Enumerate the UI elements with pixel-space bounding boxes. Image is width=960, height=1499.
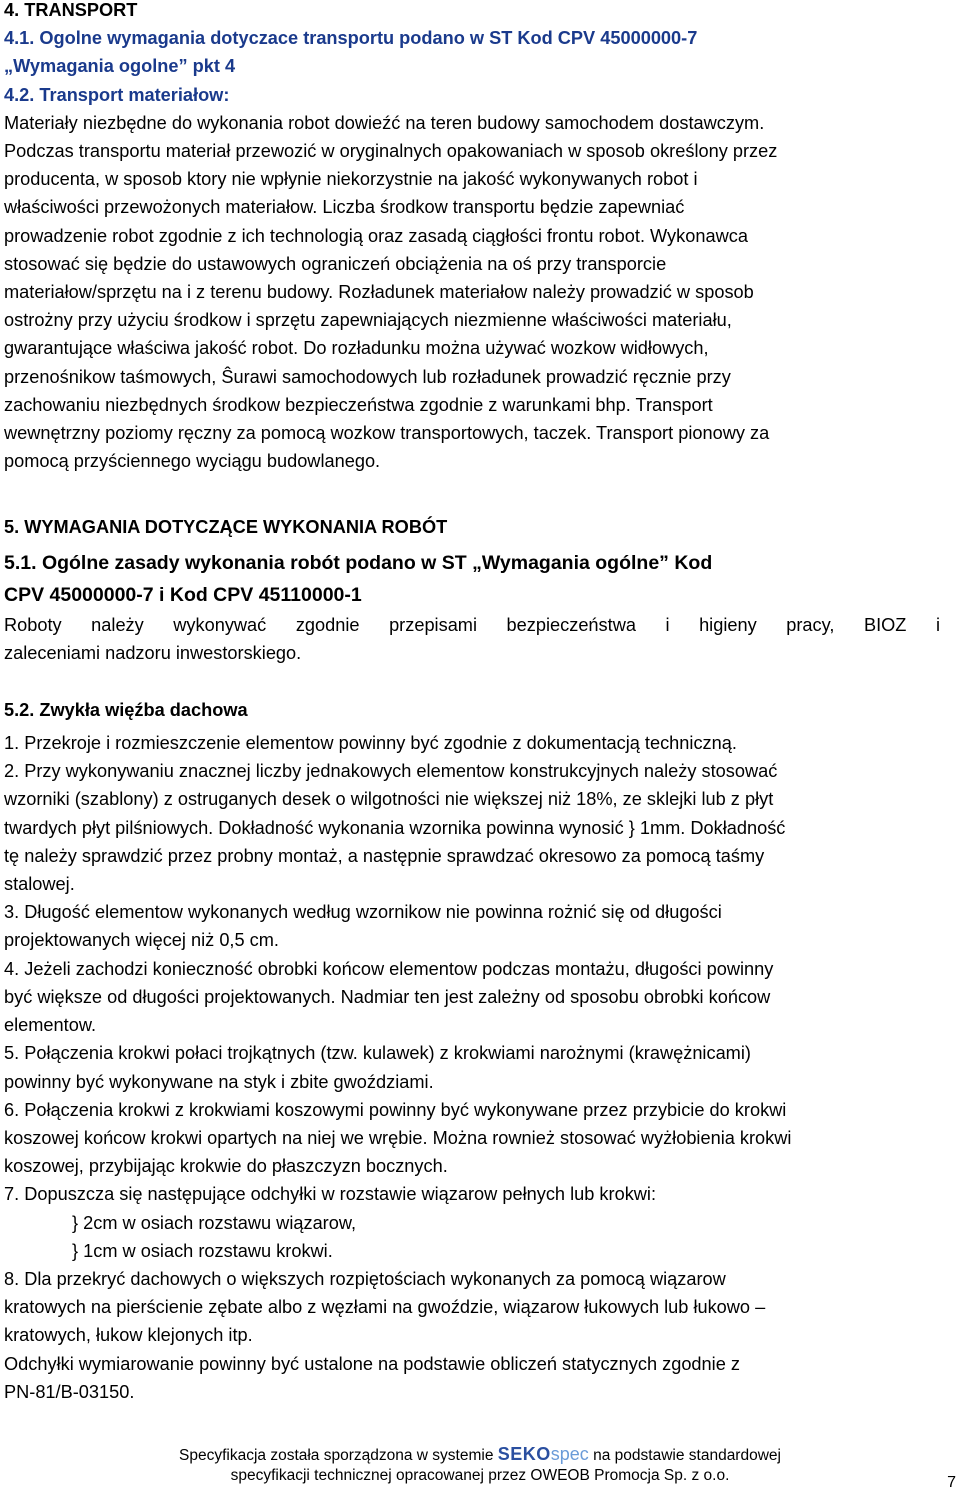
item-line: Odchyłki wymiarowanie powinny być ustalone na podstawie obliczeń statycznych zgodnie z <box>4 1353 740 1374</box>
logo-spec-text: spec <box>550 1444 589 1464</box>
item-line: tę należy sprawdzić przez probny montaż, a następnie sprawdzać okresowo za pomocą taśmy <box>4 845 765 866</box>
sekospec-logo <box>497 1444 589 1464</box>
section-5-2-heading: 5.2. Zwykła więźba dachowa <box>4 700 248 721</box>
item-line: koszowej końcow krokwi opartych na niej we wrębie. Można rownież stosować wyżłobienia krokwi <box>4 1127 792 1148</box>
page-content <box>4 0 940 1406</box>
item-line: być większe od długości projektowanych. Nadmiar ten jest zależny od sposobu obrobki końcow <box>4 986 771 1007</box>
body-line: producenta, w sposob ktory nie wpłynie niekorzystnie na jakość wykonywanych robot i <box>4 169 698 190</box>
item-line: 3. Długość elementow wykonanych według wzornikow nie powinna rożnić się od długości <box>4 902 722 923</box>
body-line: gwarantujące właściwa jakość robot. Do rozładunku można używać wozkow widłowych, <box>4 338 709 359</box>
item-line: twardych płyt pilśniowych. Dokładność wykonania wzornika powinna wynosić } 1mm. Dokładność <box>4 817 786 838</box>
intro-word: zgodnie <box>295 614 360 635</box>
intro-word: Roboty <box>4 614 62 635</box>
section-5-intro-line2: zaleceniami nadzoru inwestorskiego. <box>4 642 302 663</box>
item-line: koszowej, przybijając krokwie do płaszczyzn bocznych. <box>4 1156 448 1177</box>
item-line: 6. Połączenia krokwi z krokwiami koszowymi powinny być wykonywane przez przybicie do krokwi <box>4 1099 787 1120</box>
section-4-body <box>4 109 940 476</box>
intro-word: przepisami <box>389 614 477 635</box>
item-line: elementow. <box>4 1015 97 1036</box>
section-5-intro-line1 <box>4 611 940 639</box>
body-line: wewnętrzny poziomy ręczny za pomocą wozkow transportowych, taczek. Transport pionowy za <box>4 423 770 444</box>
section-4-1-heading-line1: 4.1. Ogolne wymagania dotyczace transportu podano w ST Kod CPV 45000000-7 <box>4 28 698 49</box>
footer-line2: specyfikacji technicznej opracowanej przez OWEOB Promocja Sp. z o.o. <box>230 1467 730 1484</box>
intro-word: i <box>935 614 940 635</box>
body-line: prowadzenie robot zgodnie z ich technologią oraz zasadą ciągłości frontu robot. Wykonawca <box>4 225 748 246</box>
item-line: kratowych na pierścienie zębate albo z węzłami na gwoździe, wiązarow łukowych lub łukowo – <box>4 1297 766 1318</box>
item-line: projektowanych więcej niż 0,5 cm. <box>4 930 279 951</box>
item-line: 5. Połączenia krokwi połaci trojkątnych (tzw. kulawek) z krokwiami narożnymi (krawężnicami) <box>4 1043 751 1064</box>
body-line: stosować się będzie do ustawowych ograniczeń obciążenia na oś przy transporcie <box>4 253 667 274</box>
item-line: 8. Dla przekryć dachowych o większych rozpiętościach wykonanych za pomocą wiązarow <box>4 1268 726 1289</box>
intro-word: pracy, <box>786 614 835 635</box>
footer-text: Specyfikacja została sporządzona w systemie <box>179 1447 494 1464</box>
section-5-1-heading-line2: CPV 45000000-7 i Kod CPV 45110000-1 <box>4 583 362 606</box>
section-4-1-heading-line2: „Wymagania ogolne” pkt 4 <box>4 56 236 77</box>
intro-word: BIOZ <box>863 614 907 635</box>
body-line: ostrożny przy użyciu środkow i sprzętu zapewniających niezmienne właściwości materiału, <box>4 310 732 331</box>
item-line: wzorniki (szablony) z ostruganych desek o wilgotności nie większej niż 18%, ze sklejki lub z płyt <box>4 789 774 810</box>
section-5-heading: 5. WYMAGANIA DOTYCZĄCE WYKONANIA ROBÓT <box>4 517 448 538</box>
item-line: 1. Przekroje i rozmieszczenie elementow powinny być zgodnie z dokumentacją techniczną. <box>4 733 737 754</box>
intro-word: i <box>665 614 670 635</box>
body-line: pomocą przyściennego wyciągu budowlanego. <box>4 451 381 472</box>
item-line: powinny być wykonywane na styk i zbite gwoździami. <box>4 1071 434 1092</box>
item-line: kratowych, łukow klejonych itp. <box>4 1325 253 1346</box>
intro-word: bezpieczeństwa <box>506 614 636 635</box>
footer-line1 <box>0 1444 960 1466</box>
intro-word: należy <box>91 614 144 635</box>
body-line: Materiały niezbędne do wykonania robot dowieźć na teren budowy samochodem dostawczym. <box>4 112 765 133</box>
section-5-1-heading-line1: 5.1. Ogólne zasady wykonania robót podano w ST „Wymagania ogólne” Kod <box>4 551 713 574</box>
item-line: stalowej. <box>4 874 75 895</box>
section-5-2-items <box>4 729 940 1406</box>
intro-word: wykonywać <box>173 614 267 635</box>
tolerance-line: } 2cm w osiach rozstawu wiązarow, <box>72 1212 357 1233</box>
tolerance-line: } 1cm w osiach rozstawu krokwi. <box>72 1240 333 1261</box>
intro-word: higieny <box>699 614 757 635</box>
item-line: 7. Dopuszcza się następujące odchyłki w rozstawie wiązarow pełnych lub krokwi: <box>4 1184 657 1205</box>
page-footer <box>0 1444 960 1486</box>
section-4-heading: 4. TRANSPORT <box>4 0 138 20</box>
item-line: PN-81/B-03150. <box>4 1381 135 1402</box>
body-line: właściwości przewożonych materiałow. Liczba środkow transportu będzie zapewniać <box>4 197 685 218</box>
body-line: materiałow/sprzętu na i z terenu budowy. Rozładunek materiałow należy prowadzić w sposob <box>4 282 754 303</box>
page-number: 7 <box>947 1474 956 1491</box>
body-line: Podczas transportu materiał przewozić w oryginalnych opakowaniach w sposob określony przez <box>4 141 778 162</box>
body-line: zachowaniu niezbędnych środkow bezpieczeństwa zgodnie z warunkami bhp. Transport <box>4 394 713 415</box>
section-4-2-heading: 4.2. Transport materiałow: <box>4 84 230 105</box>
body-line: przenośnikow taśmowych, Ŝurawi samochodowych lub rozładunek prowadzić ręcznie przy <box>4 366 731 387</box>
logo-sek-text: SEKO <box>497 1444 551 1464</box>
item-line: 4. Jeżeli zachodzi konieczność obrobki końcow elementow podczas montażu, długości powinny <box>4 958 774 979</box>
footer-text: na podstawie standardowej <box>593 1447 781 1464</box>
item-line: 2. Przy wykonywaniu znacznej liczby jednakowych elementow konstrukcyjnych należy stosować <box>4 761 778 782</box>
